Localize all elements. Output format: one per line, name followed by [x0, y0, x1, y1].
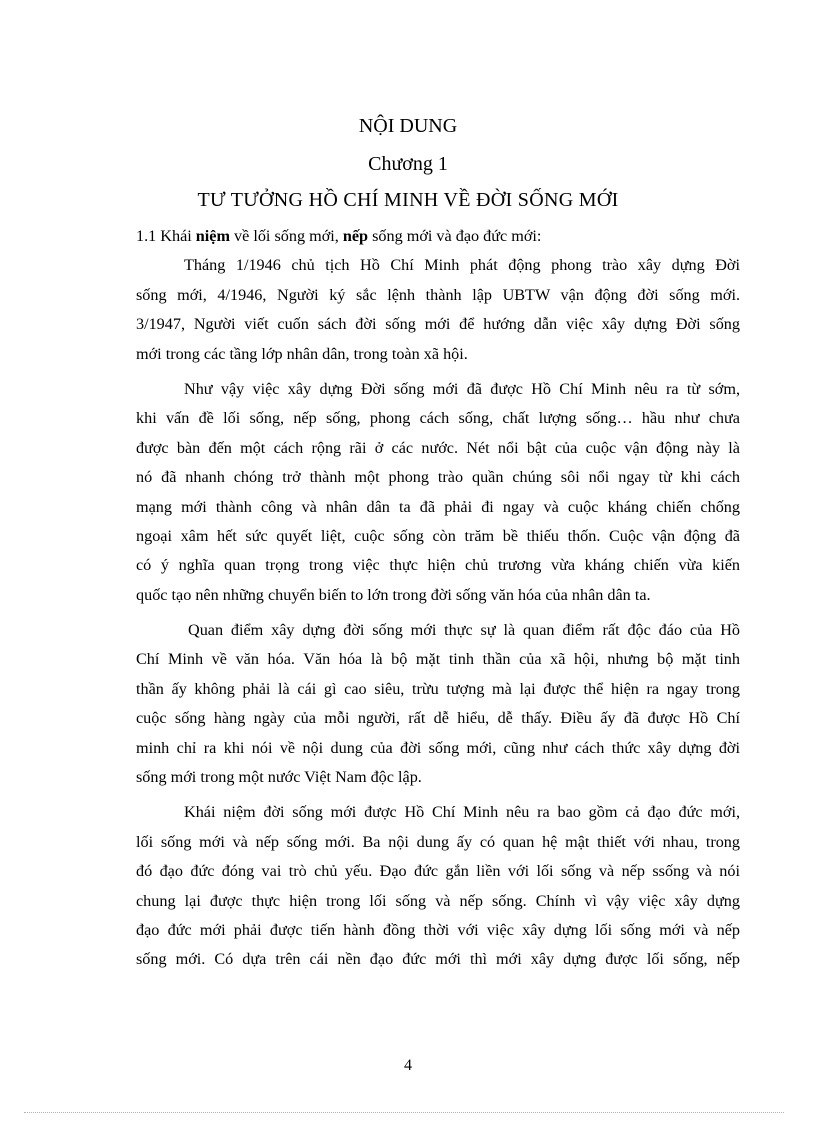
paragraph-line: khi vấn đề lối sống, nếp sống, phong cách sống, chất lượng sống… hầu như chưa [136, 409, 740, 428]
paragraph-line: 3/1947, Người viết cuốn sách đời sống mới để hướng dẫn việc xây dựng Đời sống [136, 315, 740, 334]
subsection-emphasis: nếp [342, 227, 369, 245]
paragraph-line: Chí Minh về văn hóa. Văn hóa là bộ mặt tinh thần của xã hội, nhưng bộ mặt tinh [136, 650, 740, 669]
paragraph-line: thần ấy không phải là cái gì cao siêu, trừu tượng mà lại được thể hiện ra ngay trong [136, 679, 740, 698]
paragraph-line: sống mới trong một nước Việt Nam độc lập. [136, 768, 422, 787]
paragraph [136, 616, 740, 792]
paragraph [136, 375, 740, 610]
subsection-text: sống mới và đạo đức mới: [368, 227, 542, 245]
paragraph-line: cuộc sống hàng ngày của mỗi người, rất dễ hiểu, dễ thấy. Điều ấy đã được Hồ Chí [136, 709, 740, 728]
paragraph-line: đó đạo đức đóng vai trò chủ yếu. Đạo đức gắn liền với lối sống và nếp ssống và nói [136, 862, 740, 881]
paragraph-line: có ý nghĩa quan trọng trong việc thực hiện chủ trương vừa kháng chiến vừa kiến [136, 556, 740, 575]
paragraph-line: Như vậy việc xây dựng Đời sống mới đã được Hồ Chí Minh nêu ra từ sớm, [184, 379, 740, 398]
paragraph-line: được bàn đến một cách rộng rãi ở các nước. Nét nổi bật của cuộc vận động này là [136, 438, 740, 457]
subsection-heading [136, 222, 740, 251]
paragraph [136, 251, 740, 369]
paragraph-line: lối sống mới và nếp sống mới. Ba nội dung ấy có quan hệ mật thiết với nhau, trong [136, 832, 740, 851]
section-heading: NỘI DUNG [358, 115, 458, 137]
paragraph-line: minh chỉ ra khi nói về nội dung của đời sống mới, cũng như cách thức xây dựng đời [136, 738, 740, 757]
paragraph-line: ngoại xâm hết sức quyết liệt, cuộc sống còn trăm bề thiếu thốn. Cuộc vận động đã [136, 526, 740, 545]
subsection-text: về lối sống mới, [229, 227, 343, 245]
page-number: 4 [404, 1057, 412, 1074]
paragraph-line: sống mới, 4/1946, Người ký sắc lệnh thành lập UBTW vận động đời sống mới. [136, 285, 740, 304]
paragraph-line: sống mới. Có dựa trên cái nền đạo đức mới thì mới xây dựng được lối sống, nếp [136, 950, 740, 969]
paragraph-line: nó đã nhanh chóng trở thành một phong trào quần chúng sôi nổi ngay từ khi cách [136, 468, 740, 487]
chapter-title: TƯ TƯỞNG HỒ CHÍ MINH VỀ ĐỜI SỐNG MỚI [197, 189, 619, 211]
paragraph-line: Tháng 1/1946 chủ tịch Hồ Chí Minh phát động phong trào xây dựng Đời [184, 256, 740, 275]
body-text [136, 222, 740, 975]
footer-divider [24, 1112, 784, 1113]
paragraph-line: Khái niệm đời sống mới được Hồ Chí Minh nêu ra bao gồm cả đạo đức mới, [184, 803, 740, 822]
paragraph-line: quốc tạo nên những chuyển biến to lớn trong đời sống văn hóa của nhân dân ta. [136, 585, 651, 604]
chapter-heading: Chương 1 [368, 153, 448, 175]
paragraph-line: chung lại được thực hiện trong lối sống và nếp sống. Chính vì vậy việc xây dựng [136, 891, 740, 910]
paragraph-line: đạo đức mới phải được tiến hành đồng thời với việc xây dựng lối sống mới và nếp [136, 920, 740, 939]
paragraph-line: mới trong các tầng lớp nhân dân, trong toàn xã hội. [136, 344, 468, 363]
paragraph [136, 798, 740, 974]
paragraph-line: Quan điểm xây dựng đời sống mới thực sự là quan điểm rất độc đáo của Hồ [188, 621, 740, 640]
subsection-text: 1.1 Khái [136, 227, 196, 245]
paragraph-line: mạng mới thành công và nhân dân ta đã phải đi ngay và cuộc kháng chiến chống [136, 497, 740, 516]
subsection-emphasis: niệm [195, 227, 230, 245]
